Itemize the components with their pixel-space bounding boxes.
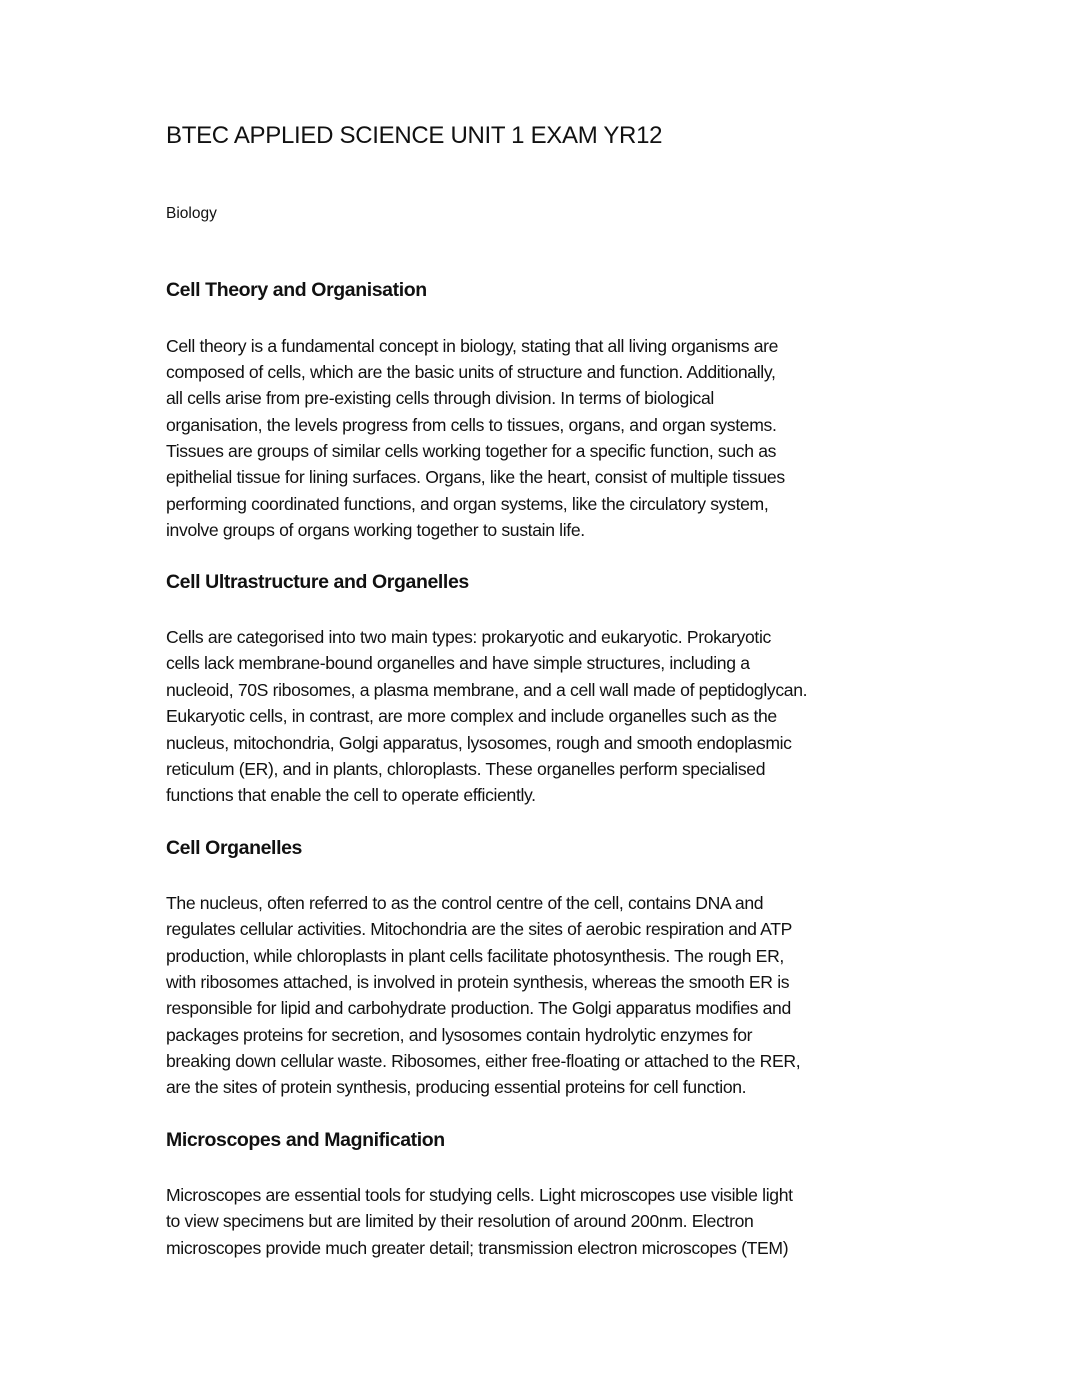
paragraph-line: Microscopes are essential tools for studying cells. Light microscopes use visible light [166,1185,793,1205]
paragraph-line: to view specimens but are limited by their resolution of around 200nm. Electron [166,1211,754,1231]
paragraph-line: nucleus, mitochondria, Golgi apparatus, lysosomes, rough and smooth endoplasmic [166,733,792,753]
section-heading-cell-organelles: Cell Organelles [166,837,302,859]
document-title: BTEC APPLIED SCIENCE UNIT 1 EXAM YR12 [166,122,663,149]
paragraph-line: microscopes provide much greater detail; transmission electron microscopes (TEM) [166,1238,789,1258]
paragraph-line: involve groups of organs working together to sustain life. [166,520,585,540]
paragraph-line: cells lack membrane-bound organelles and have simple structures, including a [166,653,750,673]
paragraph-line: composed of cells, which are the basic units of structure and function. Additionally, [166,362,776,382]
paragraph-line: nucleoid, 70S ribosomes, a plasma membrane, and a cell wall made of peptidoglycan. [166,680,808,700]
paragraph-line: all cells arise from pre-existing cells through division. In terms of biological [166,388,714,408]
paragraph-line: epithelial tissue for lining surfaces. Organs, like the heart, consist of multiple tissues [166,467,785,487]
paragraph-line: with ribosomes attached, is involved in protein synthesis, whereas the smooth ER is [166,972,790,992]
section-heading-ultrastructure: Cell Ultrastructure and Organelles [166,571,469,593]
paragraph-line: responsible for lipid and carbohydrate production. The Golgi apparatus modifies and [166,998,791,1018]
paragraph-line: breaking down cellular waste. Ribosomes, either free-floating or attached to the RER, [166,1051,801,1071]
paragraph-line: Cells are categorised into two main types: prokaryotic and eukaryotic. Prokaryotic [166,627,771,647]
paragraph-line: regulates cellular activities. Mitochondria are the sites of aerobic respiration and ATP [166,919,793,939]
paragraph-line: Tissues are groups of similar cells working together for a specific function, such as [166,441,777,461]
paragraph-line: performing coordinated functions, and organ systems, like the circulatory system, [166,494,769,514]
paragraph-line: packages proteins for secretion, and lysosomes contain hydrolytic enzymes for [166,1025,753,1045]
subject-label: Biology [166,205,217,222]
paragraph-line: functions that enable the cell to operate efficiently. [166,785,536,805]
section-heading-microscopes: Microscopes and Magnification [166,1129,445,1151]
paragraph-line: are the sites of protein synthesis, producing essential proteins for cell function. [166,1077,747,1097]
paragraph-line: organisation, the levels progress from cells to tissues, organs, and organ systems. [166,415,777,435]
paragraph-line: reticulum (ER), and in plants, chloroplasts. These organelles perform specialised [166,759,766,779]
paragraph-line: Eukaryotic cells, in contrast, are more complex and include organelles such as the [166,706,777,726]
paragraph-line: Cell theory is a fundamental concept in biology, stating that all living organisms are [166,336,779,356]
paragraph-line: The nucleus, often referred to as the control centre of the cell, contains DNA and [166,893,764,913]
section-heading-cell-theory: Cell Theory and Organisation [166,279,427,301]
paragraph-line: production, while chloroplasts in plant cells facilitate photosynthesis. The rough ER, [166,946,784,966]
